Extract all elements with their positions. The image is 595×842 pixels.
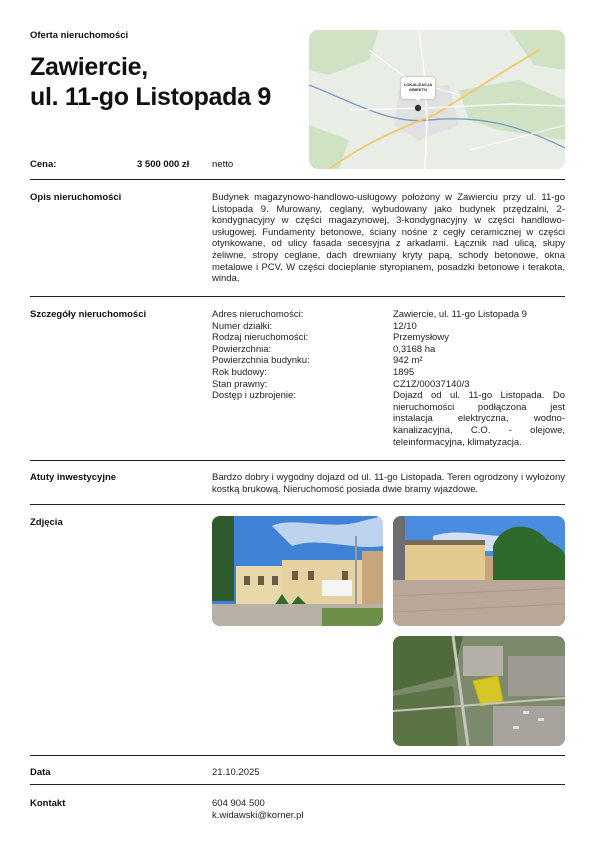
pin-label-line2: OBIEKTU bbox=[409, 87, 427, 92]
divider bbox=[30, 179, 565, 180]
location-pin-label bbox=[401, 77, 435, 99]
detail-value: 942 m² bbox=[393, 355, 423, 367]
detail-key: Numer działki: bbox=[212, 320, 273, 332]
detail-key: Powierzchnia budynku: bbox=[212, 355, 310, 367]
contact-email[interactable]: k.widawski@korner.pl bbox=[212, 810, 304, 821]
title-line-city: Zawiercie, bbox=[30, 53, 148, 81]
map-graphic bbox=[309, 30, 565, 169]
detail-value: 1895 bbox=[393, 366, 415, 378]
divider bbox=[30, 784, 565, 785]
detail-key: Dostęp i uzbrojenie: bbox=[212, 390, 296, 402]
divider bbox=[30, 504, 565, 505]
price-note: netto bbox=[212, 159, 234, 170]
contact-phone[interactable]: 604 904 500 bbox=[212, 798, 265, 809]
details-row bbox=[212, 379, 565, 391]
detail-value: CZ1Z/00037140/3 bbox=[393, 378, 470, 390]
detail-key: Adres nieruchomości: bbox=[212, 309, 304, 320]
detail-value: 0,3168 ha bbox=[393, 343, 436, 355]
detail-value: Dojazd od ul. 11-go Listopada. Do nieruchomości podłączona jest instalacja elektryczna, wodno-kanalizacyjna, C.O. - olejowe, teleinformacyjna, klimatyzacja. bbox=[393, 390, 565, 448]
pin-label-line1: LOKALIZACJA bbox=[403, 82, 433, 87]
photo-building-front[interactable] bbox=[212, 516, 383, 626]
photo-aerial-view[interactable] bbox=[393, 636, 565, 746]
page-title bbox=[30, 52, 271, 112]
photos-label: Zdjęcia bbox=[30, 517, 63, 528]
detail-value: Przemysłowy bbox=[393, 332, 449, 344]
details-row bbox=[212, 321, 565, 333]
detail-value: 12/10 bbox=[393, 320, 417, 332]
detail-value: Zawiercie, ul. 11-go Listopada 9 bbox=[393, 309, 527, 320]
details-row bbox=[212, 344, 565, 356]
details-row bbox=[212, 367, 565, 379]
location-map[interactable] bbox=[309, 30, 565, 169]
divider bbox=[30, 755, 565, 756]
assets-text: Bardzo dobry i wygodny dojazd od ul. 11-go Listopada. Teren ogrodzony i wyłożony kostką brukową. Nieruchomość posiada dwie bramy wjazdowe. bbox=[212, 472, 565, 495]
detail-key: Rodzaj nieruchomości: bbox=[212, 332, 309, 344]
detail-key: Rok budowy: bbox=[212, 366, 267, 378]
details-row bbox=[212, 309, 565, 321]
detail-key: Stan prawny: bbox=[212, 378, 268, 390]
contact-label: Kontakt bbox=[30, 798, 66, 809]
photo-courtyard[interactable] bbox=[393, 516, 565, 626]
title-line-street: ul. 11-go Listopada 9 bbox=[30, 83, 271, 111]
detail-key: Powierzchnia: bbox=[212, 343, 272, 355]
date-value: 21.10.2025 bbox=[212, 767, 260, 778]
details-row bbox=[212, 390, 565, 448]
date-label: Data bbox=[30, 767, 51, 778]
divider bbox=[30, 460, 565, 461]
description-text: Budynek magazynowo-handlowo-usługowy położony w Zawierciu przy ul. 11-go Listopada 9. Murowany, ceglany, wybudowany jako budynek przędzalni, 2-kondygnacyjny w części magazynowej, 3-kondygnacyjny w części handlowo-usługowej. Fundamenty betonowe, ściany nośne z cegły ceramicznej w części otynkowane, od ulicy fasada secesyjna z arkadami. Łącznik nad ulicą, słupy żeliwne, stropy ceglane, dach drewniany kryty papą, schody betonowe, okna metalowe i PCV. W części docieplanie styropianem, posadzki betonowe i terakota, winda. bbox=[212, 192, 565, 285]
details-table bbox=[212, 309, 565, 448]
divider bbox=[30, 296, 565, 297]
details-row bbox=[212, 332, 565, 344]
description-label: Opis nieruchomości bbox=[30, 192, 122, 203]
offer-kicker: Oferta nieruchomości bbox=[30, 30, 129, 41]
price-value: 3 500 000 zł bbox=[137, 159, 190, 170]
price-label: Cena: bbox=[30, 159, 57, 170]
assets-label: Atuty inwestycyjne bbox=[30, 472, 117, 483]
details-row bbox=[212, 355, 565, 367]
details-label: Szczegóły nieruchomości bbox=[30, 309, 147, 320]
